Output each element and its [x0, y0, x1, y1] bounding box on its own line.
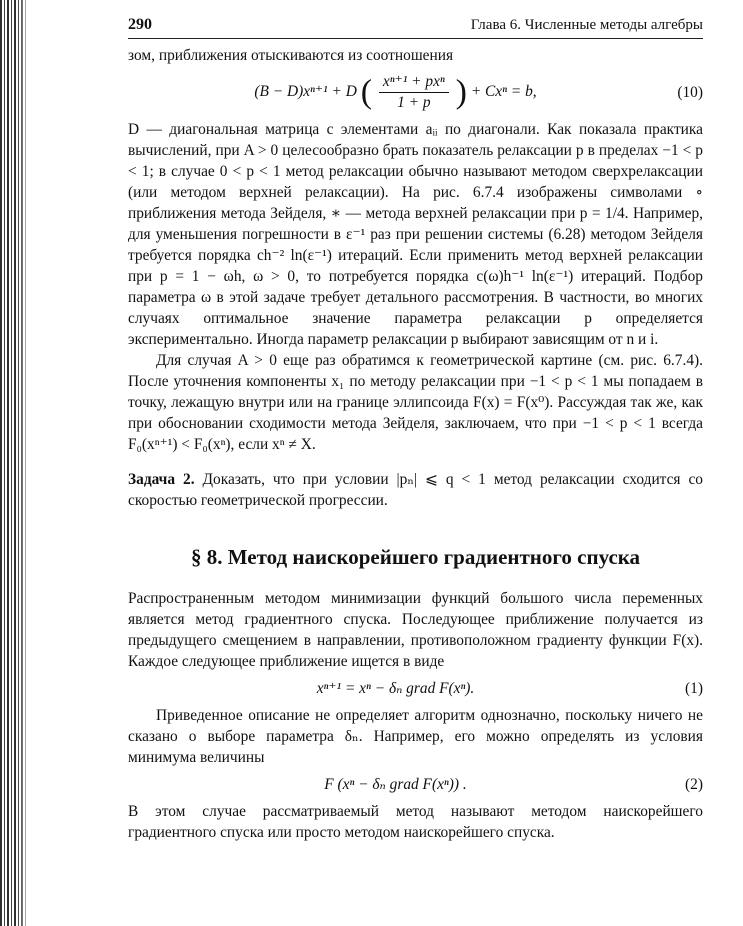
paragraph-steepest: В этом случае рассматриваемый метод называют методом наискорейшего градиентного спуска или просто методом наискорейшего спуска.: [128, 803, 703, 841]
eq1-body: xⁿ⁺¹ = xⁿ − δₙ grad F(xⁿ).: [316, 680, 475, 697]
running-head: Глава 6. Численные методы алгебры: [470, 17, 703, 33]
intro-line: зом, приближения отыскиваются из соотношения: [128, 47, 454, 64]
equation-10: [128, 72, 703, 113]
eq10-right: + Cxⁿ = b,: [470, 83, 537, 101]
paragraph-geometry: Для случая A > 0 еще раз обратимся к геометрической картине (см. рис. 6.7.4). После уточнения компоненты x₁ по методу релаксации при −1 < p < 1 мы попадаем в точку, лежащую внутри или на границе эллипсоида F(x) = F(x⁰). Рассуждая так же, как при обосновании сходимости метода Зейделя, заключаем, что при −1 < p < 1 всегда F₀(xⁿ⁺¹) < F₀(xⁿ), если xⁿ ≠ X.: [128, 352, 703, 453]
section-title: § 8. Метод наискорейшего градиентного спуска: [190, 545, 641, 569]
left-paren: (: [360, 73, 373, 111]
eq10-fraction: [379, 72, 449, 113]
task-label: Задача 2.: [128, 471, 195, 488]
paragraph-description: Приведенное описание не определяет алгоритм однозначно, поскольку ничего не сказано о выборе параметра δₙ. Например, его можно определять из условия минимума величины: [128, 707, 703, 766]
spine-fade: [18, 0, 32, 926]
task-text: Доказать, что при условии |pₙ| ⩽ q < 1 метод релаксации сходится со скоростью геометрической прогрессии.: [128, 471, 703, 509]
eq10-denominator: 1 + p: [397, 94, 431, 111]
paragraph-gradient: Распространенным методом минимизации функций большого числа переменных является метод градиентного спуска. Последующее приближение получается из предыдущего смещением в направлении, противоположном градиенту функции F(x). Каждое следующее приближение ищется в виде: [128, 590, 703, 670]
task-2: [128, 469, 703, 511]
eq2-body: F (xⁿ − δₙ grad F(xⁿ)) .: [324, 776, 467, 793]
page-header: [128, 14, 703, 39]
eq10-numerator: xⁿ⁺¹ + pxⁿ: [379, 72, 449, 93]
equation-1: [128, 678, 703, 699]
page-number: 290: [128, 16, 152, 33]
right-paren: ): [455, 73, 467, 111]
eq2-number: (2): [685, 776, 703, 793]
equation-2: [128, 774, 703, 795]
eq10-number: (10): [677, 84, 703, 101]
eq1-number: (1): [685, 680, 703, 697]
eq10-left: (B − D)xⁿ⁺¹ + D: [254, 83, 357, 101]
paragraph-relaxation: D — диагональная матрица с элементами aᵢᵢ по диагонали. Как показала практика вычислений, при A > 0 целесообразно брать показатель релаксации p в пределах −1 < p < 1; в случае 0 < p < 1 метод релаксации обычно называют методом сверхрелаксации (или методом верхней релаксации). На рис. 6.7.4 изображены символами ∘ приближения метода Зейделя, ∗ — метода верхней релаксации при p = 1/4. Например, для уменьшения погрешности в ε⁻¹ раз при решении системы (6.28) методом Зейделя требуется порядка ch⁻² ln(ε⁻¹) итераций. Если применить метод верхней релаксации при p = 1 − ωh, ω > 0, то потребуется порядка c(ω)h⁻¹ ln(ε⁻¹) итераций. Подбор параметра ω в этой задаче требует детального рассмотрения. В частности, во многих случаях оптимальное значение параметра релаксации p определяется экспериментально. Иногда параметр релаксации p выбирают зависящим от n и i.: [128, 121, 703, 348]
book-page: [128, 14, 703, 843]
